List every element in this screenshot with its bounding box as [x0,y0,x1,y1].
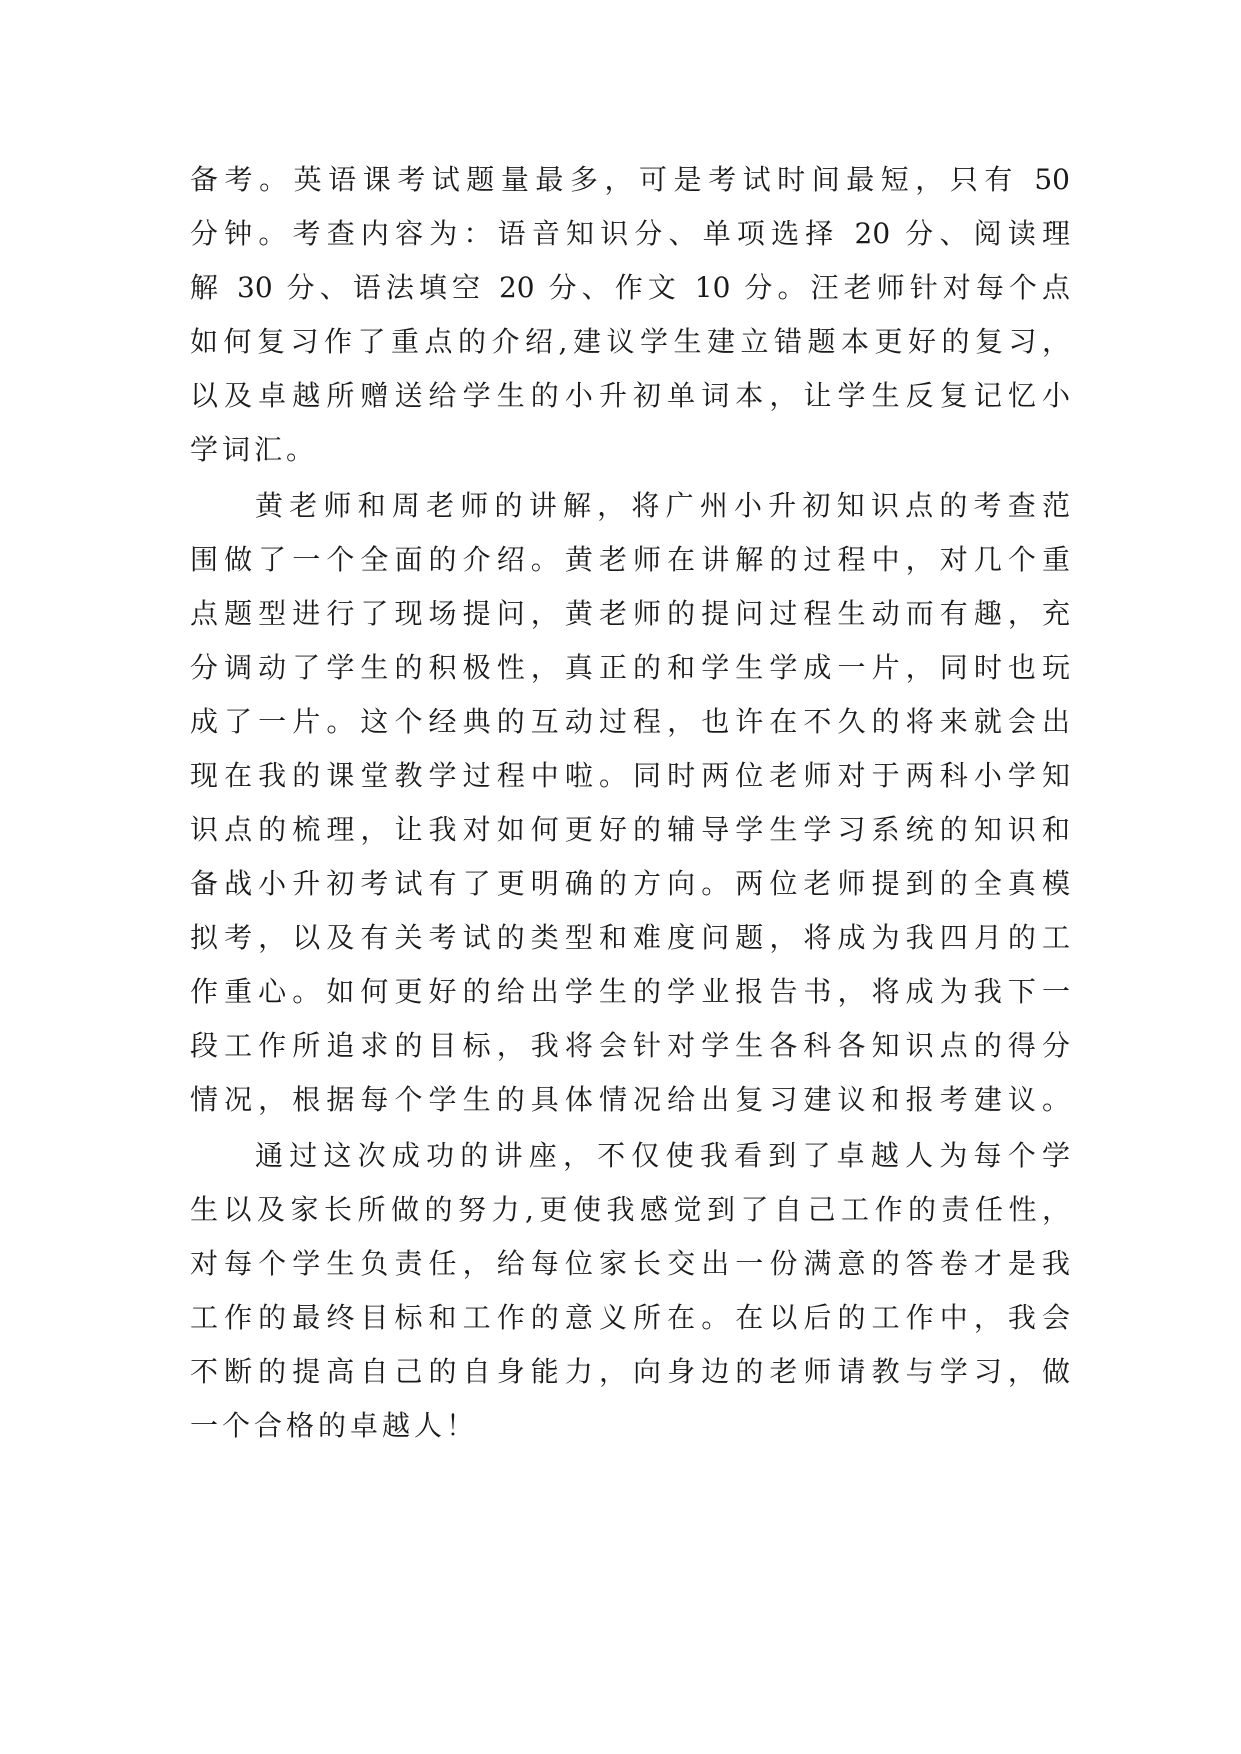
paragraph-1-line-4: 如何复习作了重点的介绍,建议学生建立错题本更好的复习， [190,325,1070,358]
paragraph-2-line-8: 备战小升初考试有了更明确的方向。两位老师提到的全真模 [190,867,1070,900]
paragraph-3-line-3: 对每个学生负责任，给每位家长交出一份满意的答卷才是我 [190,1247,1070,1280]
paragraph-3-line-2: 生以及家长所做的努力,更使我感觉到了自己工作的责任性， [190,1193,1070,1226]
paragraph-2-line-5: 成了一片。这个经典的互动过程，也许在不久的将来就会出 [190,705,1070,738]
paragraph-2-line-12: 情况，根据每个学生的具体情况给出复习建议和报考建议。 [190,1083,1070,1116]
paragraph-1-line-5: 以及卓越所赠送给学生的小升初单词本，让学生反复记忆小 [190,379,1070,412]
paragraph-2-line-3: 点题型进行了现场提问，黄老师的提问过程生动而有趣，充 [190,597,1070,630]
paragraph-2-line-4: 分调动了学生的积极性，真正的和学生学成一片，同时也玩 [190,651,1070,684]
paragraph-1-line-2: 分钟。考查内容为：语音知识分、单项选择 20 分、阅读理 [190,217,1070,250]
paragraph-3-line-5: 不断的提高自己的自身能力，向身边的老师请教与学习，做 [190,1355,1070,1388]
paragraph-2-line-6: 现在我的课堂教学过程中啦。同时两位老师对于两科小学知 [190,759,1070,792]
paragraph-1-line-1: 备考。英语课考试题量最多，可是考试时间最短，只有 50 [190,163,1070,196]
paragraph-2-line-11: 段工作所追求的目标，我将会针对学生各科各知识点的得分 [190,1029,1070,1062]
paragraph-3-line-6: 一个合格的卓越人！ [190,1409,479,1442]
paragraph-2-line-7: 识点的梳理，让我对如何更好的辅导学生学习系统的知识和 [190,813,1070,846]
paragraph-2-line-2: 围做了一个全面的介绍。黄老师在讲解的过程中，对几个重 [190,543,1070,576]
paragraph-2-line-10: 作重心。如何更好的给出学生的学业报告书，将成为我下一 [190,975,1070,1008]
paragraph-2-line-9: 拟考，以及有关考试的类型和难度问题，将成为我四月的工 [190,921,1070,954]
paragraph-3-line-1: 通过这次成功的讲座，不仅使我看到了卓越人为每个学 [255,1139,1070,1172]
paragraph-1-line-3: 解 30 分、语法填空 20 分、作文 10 分。汪老师针对每个点 [190,271,1070,304]
paragraph-2-line-1: 黄老师和周老师的讲解，将广州小升初知识点的考查范 [255,489,1070,522]
paragraph-1-line-6: 学词汇。 [190,433,319,466]
paragraph-3-line-4: 工作的最终目标和工作的意义所在。在以后的工作中，我会 [190,1301,1070,1334]
